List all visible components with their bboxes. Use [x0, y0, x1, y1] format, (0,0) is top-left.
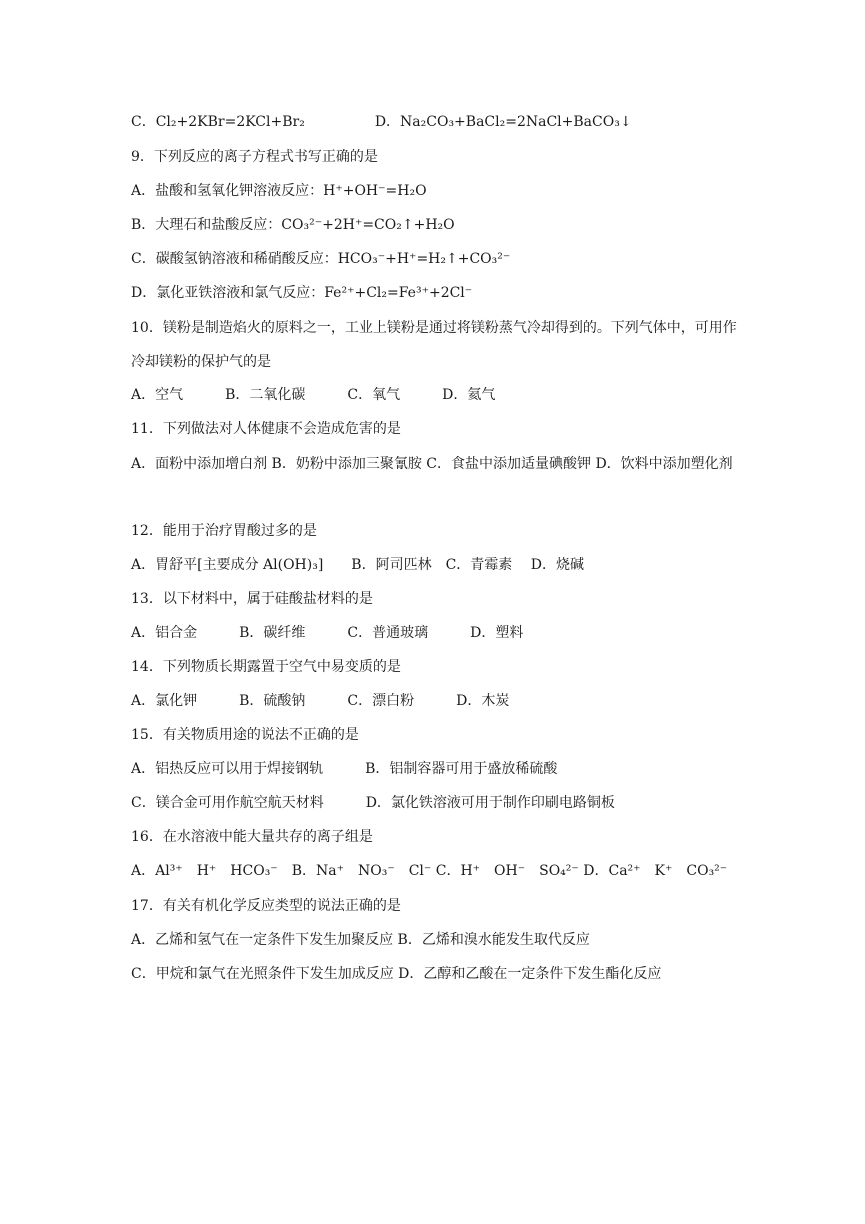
q9-option-d: D．氯化亚铁溶液和氯气反应：Fe²⁺+Cl₂=Fe³⁺+2Cl⁻: [131, 285, 473, 301]
question-13: 13．以下材料中，属于硅酸盐材料的是: [131, 591, 373, 607]
question-10: 10．镁粉是制造焰火的原料之一，工业上镁粉是通过将镁粉蒸气冷却得到的。下列气体中，可用作冷却镁粉的保护气的是: [131, 320, 737, 370]
question-12: 12．能用于治疗胃酸过多的是: [131, 523, 317, 539]
q17-options-cd: C．甲烷和氯气在光照条件下发生加成反应 D．乙醇和乙酸在一定条件下发生酯化反应: [131, 966, 662, 982]
q11-options: A．面粉中添加增白剂 B．奶粉中添加三聚氰胺 C．食盐中添加适量碘酸钾 D．饮料中添加塑化剂: [131, 456, 733, 472]
q12-options: A．胃舒平[主要成分 Al(OH)₃] B．阿司匹林 C．青霉素 D．烧碱: [131, 557, 584, 573]
q9-option-c: C．碳酸氢钠溶液和稀硝酸反应：HCO₃⁻+H⁺=H₂↑+CO₃²⁻: [131, 251, 511, 267]
q14-options: A．氯化钾 B．硫酸钠 C．漂白粉 D．木炭: [131, 693, 510, 709]
q13-options: A．铝合金 B．碳纤维 C．普通玻璃 D．塑料: [131, 625, 524, 641]
q15-options-ab: A．铝热反应可以用于焊接钢轨 B．铝制容器可用于盛放稀硫酸: [131, 761, 558, 777]
q15-options-cd: C．镁合金可用作航空航天材料 D．氯化铁溶液可用于制作印刷电路铜板: [131, 795, 615, 811]
question-15: 15．有关物质用途的说法不正确的是: [131, 727, 359, 743]
q10-options: A．空气 B．二氧化碳 C．氧气 D．氦气: [131, 387, 496, 403]
question-14: 14．下列物质长期露置于空气中易变质的是: [131, 659, 401, 675]
q9-option-b: B．大理石和盐酸反应：CO₃²⁻+2H⁺=CO₂↑+H₂O: [131, 217, 455, 233]
question-17: 17．有关有机化学反应类型的说法正确的是: [131, 898, 401, 914]
question-11: 11．下列做法对人体健康不会造成危害的是: [131, 421, 401, 437]
q17-options-ab: A．乙烯和氢气在一定条件下发生加聚反应 B．乙烯和溴水能发生取代反应: [131, 932, 590, 948]
q9-option-a: A．盐酸和氢氧化钾溶液反应：H⁺+OH⁻=H₂O: [131, 183, 427, 199]
question-9: 9．下列反应的离子方程式书写正确的是: [131, 149, 378, 165]
q8-options-cd: C．Cl₂+2KBr=2KCl+Br₂ D．Na₂CO₃+BaCl₂=2NaCl+BaCO₃↓: [131, 114, 632, 130]
q16-options: A．Al³⁺ H⁺ HCO₃⁻ B．Na⁺ NO₃⁻ Cl⁻ C．H⁺ OH⁻ SO₄²⁻ D．Ca²⁺ K⁺ CO₃²⁻: [131, 863, 728, 879]
question-16: 16．在水溶液中能大量共存的离子组是: [131, 829, 373, 845]
